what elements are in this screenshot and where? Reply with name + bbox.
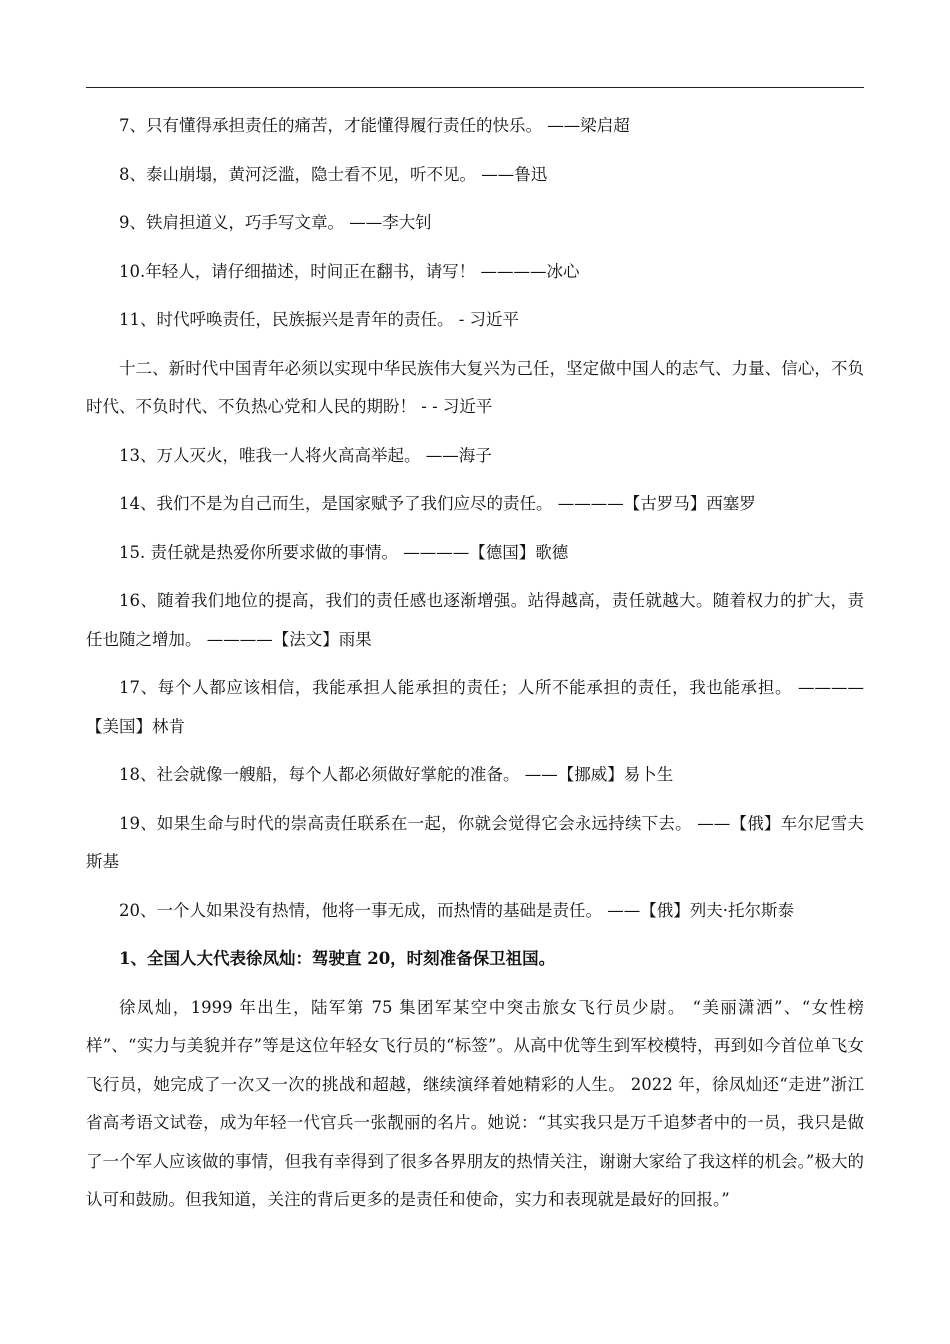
quote-11: 11、时代呼唤责任，民族振兴是青年的责任。 - 习近平 <box>119 310 520 329</box>
quote-7: 7、只有懂得承担责任的痛苦，才能懂得履行责任的快乐。 ——梁启超 <box>119 116 630 135</box>
quote-19: 19、如果生命与时代的崇高责任联系在一起，你就会觉得它会永远持续下去。 ——【俄】车尔尼雪夫斯基 <box>86 813 864 871</box>
quote-8: 8、泰山崩塌，黄河泛滥，隐士看不见，听不见。 ——鲁迅 <box>119 164 548 184</box>
quote-13: 13、万人灭火，唯我一人将火高高举起。 ——海子 <box>119 445 492 465</box>
quote-12: 十二、新时代中国青年必须以实现中华民族伟大复兴为己任，坚定做中国人的志气、力量、信心，不负时代、不负时代、不负热心党和人民的期盼！ - - 习近平 <box>86 358 864 416</box>
quote-10: 10.年轻人，请仔细描述，时间正在翻书，请写！ ————冰心 <box>119 261 580 281</box>
document-body <box>86 107 864 1230</box>
quote-20: 20、一个人如果没有热情，他将一事无成，而热情的基础是责任。 ——【俄】列夫·托尔斯泰 <box>119 900 794 920</box>
quote-16: 16、随着我们地位的提高，我们的责任感也逐渐增强。站得越高，责任就越大。随着权力的扩大，责任也随之增加。 ————【法文】雨果 <box>86 591 864 649</box>
quote-17: 17、每个人都应该相信，我能承担人能承担的责任；人所不能承担的责任，我也能承担。 ————【美国】林肯 <box>86 678 864 736</box>
quote-14: 14、我们不是为自己而生，是国家赋予了我们应尽的责任。 ————【古罗马】西塞罗 <box>119 494 756 513</box>
quote-9: 9、铁肩担道义，巧手写文章。 ——李大钊 <box>119 213 432 232</box>
quote-15: 15. 责任就是热爱你所要求做的事情。 ————【德国】歌德 <box>119 542 569 562</box>
section-body: 徐凤灿，1999 年出生，陆军第 75 集团军某空中突击旅女飞行员少尉。 “美丽潇洒”、“女性榜样”、“实力与美貌并存”等是这位年轻女飞行员的“标签”。从高中优等生到军校模特，再到如今首位单飞女飞行员，她完成了一次又一次的挑战和超越，继续演绎着她精彩的人生。 2022 年，徐凤灿还“走进”浙江省高考语文试卷，成为年轻一代官兵一张靓丽的名片。她说：“其实我只是万千追梦者中的一员，我只是做了一个军人应该做的事情，但我有幸得到了很多各界朋友的热情关注，谢谢大家给了我这样的机会。”极大的认可和鼓励。但我知道，关注的背后更多的是责任和使命，实力和表现就是最好的回报。” <box>86 997 864 1209</box>
quote-18: 18、社会就像一艘船，每个人都必须做好掌舵的准备。 ——【挪威】易卜生 <box>119 765 674 784</box>
section-heading: 1、全国人大代表徐凤灿：驾驶直 20，时刻准备保卫祖国。 <box>119 949 556 968</box>
header-rule <box>86 87 864 88</box>
